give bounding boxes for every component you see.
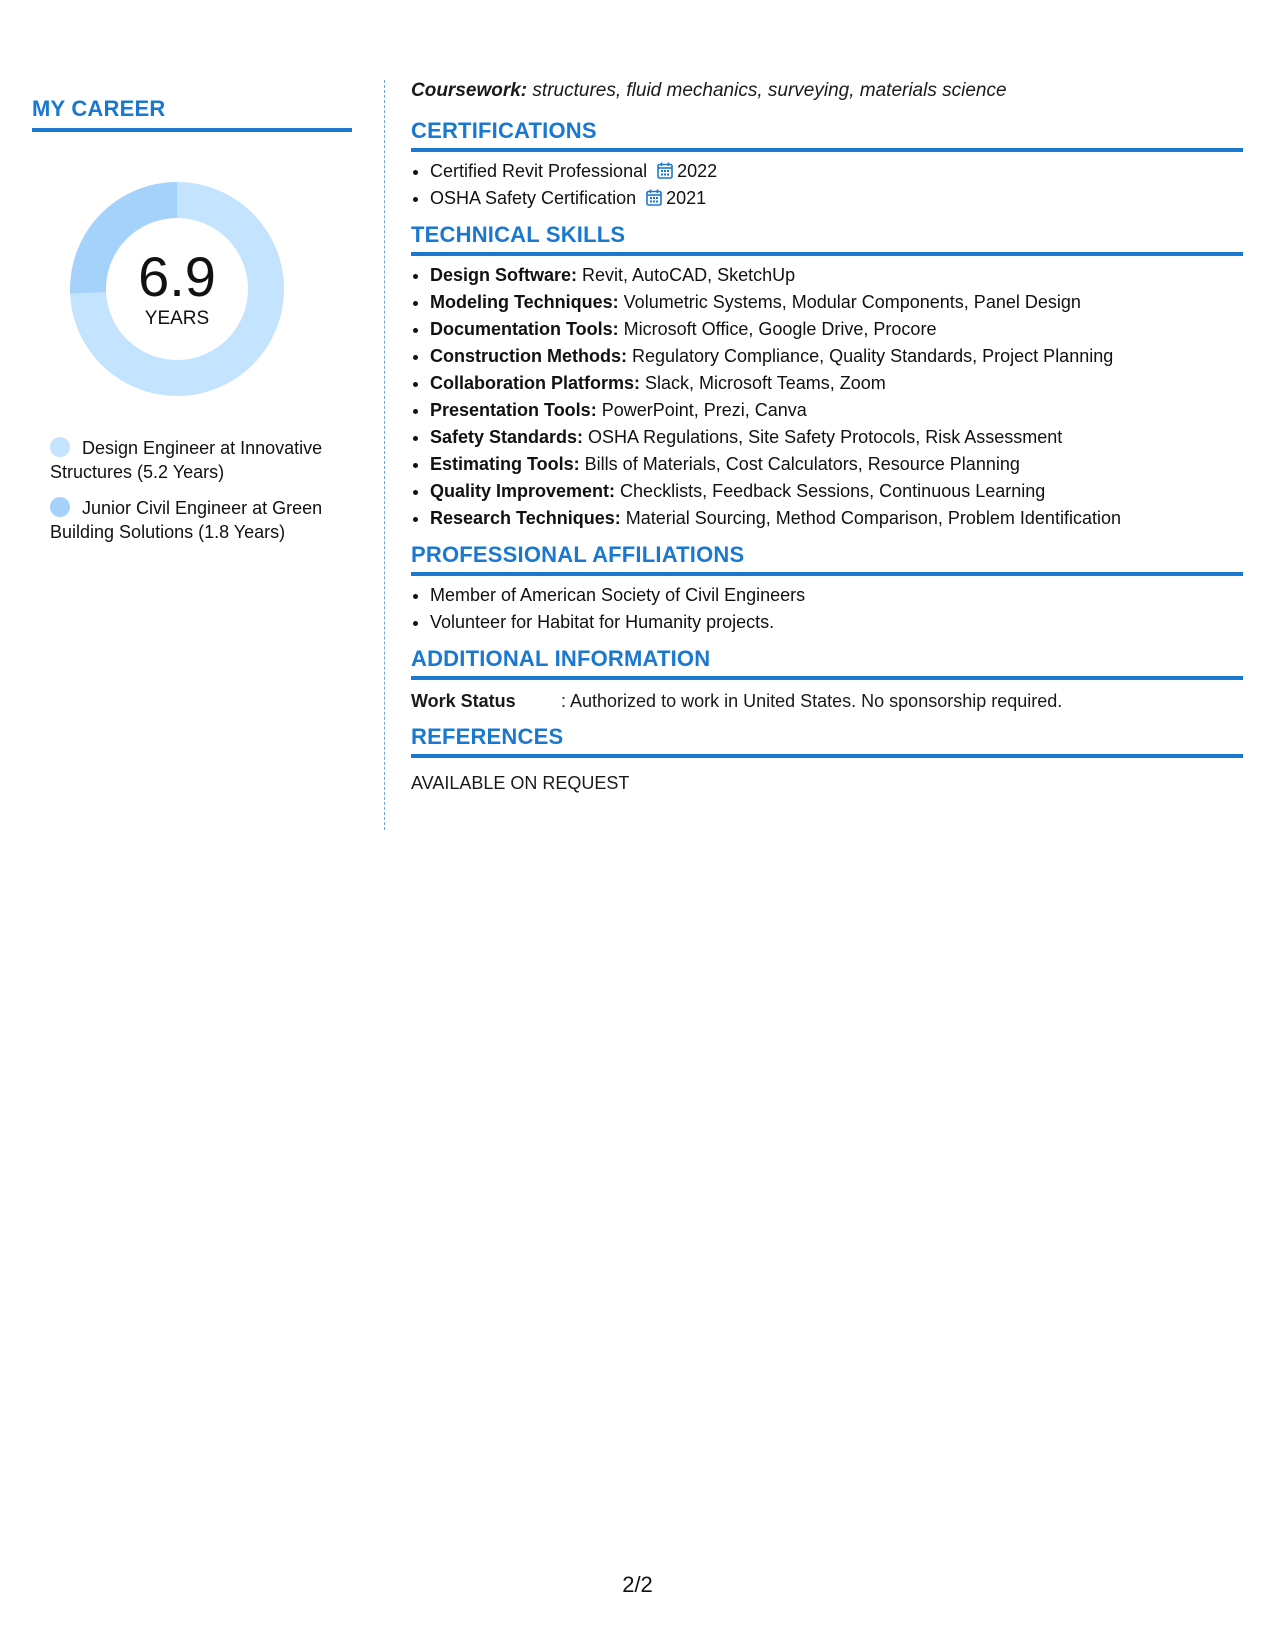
section-title-technical-skills: TECHNICAL SKILLS [411, 222, 1243, 256]
additional-info-section [411, 646, 1243, 714]
donut-center [62, 174, 292, 404]
certification-year: 2022 [677, 161, 718, 181]
skill-value: OSHA Regulations, Site Safety Protocols, Risk Assessment [583, 427, 1063, 447]
legend-label: Design Engineer at Innovative Structures (5.2 Years) [50, 438, 323, 482]
career-sidebar [32, 96, 352, 542]
skill-value: Regulatory Compliance, Quality Standards, Project Planning [626, 346, 1114, 366]
section-title-additional-info: ADDITIONAL INFORMATION [411, 646, 1243, 680]
work-status-value: : Authorized to work in United States. No sponsorship required. [561, 691, 1063, 711]
references-text: AVAILABLE ON REQUEST [411, 773, 630, 793]
legend-item [50, 436, 350, 484]
calendar-icon [657, 162, 673, 179]
skill-item [430, 505, 1243, 532]
skills-list [411, 262, 1243, 532]
coursework-text: structures, fluid mechanics, surveying, materials science [527, 80, 1007, 101]
certifications-list [411, 158, 1243, 212]
affiliation-item: • Member of American Society of Civil Engineers [430, 582, 1243, 609]
total-years-value: 6.9 [138, 245, 216, 308]
resume-main [411, 78, 1243, 806]
skill-label: Design Software: [430, 265, 578, 285]
column-divider [384, 80, 385, 830]
coursework [411, 78, 1243, 104]
affiliation-item: • Volunteer for Habitat for Humanity projects. [430, 609, 1243, 636]
skill-label: Collaboration Platforms: [430, 373, 641, 393]
skill-value: Slack, Microsoft Teams, Zoom [640, 373, 886, 393]
career-legend [50, 436, 350, 556]
coursework-label: Coursework: [411, 80, 528, 101]
section-title-affiliations: PROFESSIONAL AFFILIATIONS [411, 542, 1243, 576]
affiliations-section [411, 542, 1243, 636]
work-status-row [411, 688, 1243, 714]
legend-dot-icon [50, 437, 70, 457]
certification-name: Certified Revit Professional [430, 161, 648, 181]
skill-item [430, 316, 1243, 343]
skill-value: Material Sourcing, Method Comparison, Problem Identification [620, 508, 1121, 528]
total-years-unit: YEARS [144, 308, 210, 329]
page-number: 2/2 [622, 1572, 653, 1597]
section-title-references: REFERENCES [411, 724, 1243, 758]
skill-label: Quality Improvement: [430, 481, 616, 501]
skill-value: Volumetric Systems, Modular Components, Panel Design [618, 292, 1081, 312]
skill-label: Construction Methods: [430, 346, 627, 366]
skill-item [430, 478, 1243, 505]
certification-item [430, 185, 1243, 212]
certification-name: OSHA Safety Certification [430, 188, 637, 208]
certifications-section [411, 118, 1243, 212]
skill-value: PowerPoint, Prezi, Canva [596, 400, 807, 420]
references-section [411, 724, 1243, 796]
certification-item [430, 158, 1243, 185]
skill-label: Documentation Tools: [430, 319, 619, 339]
skill-item [430, 397, 1243, 424]
skill-value: Bills of Materials, Cost Calculators, Resource Planning [579, 454, 1020, 474]
skill-label: Estimating Tools: [430, 454, 580, 474]
skill-value: Microsoft Office, Google Drive, Procore [618, 319, 937, 339]
legend-item [50, 496, 350, 544]
skill-item [430, 451, 1243, 478]
legend-dot-icon [50, 497, 70, 517]
skill-label: Presentation Tools: [430, 400, 597, 420]
affiliations-list [411, 582, 1243, 636]
skill-label: Safety Standards: [430, 427, 584, 447]
work-status-label: Work Status [411, 691, 516, 711]
skill-label: Modeling Techniques: [430, 292, 619, 312]
skill-item [430, 424, 1243, 451]
legend-label: Junior Civil Engineer at Green Building Solutions (1.8 Years) [50, 498, 323, 542]
certification-year: 2021 [666, 188, 707, 208]
section-title-certifications: CERTIFICATIONS [411, 118, 1243, 152]
skill-item [430, 289, 1243, 316]
career-donut-chart [62, 174, 292, 404]
career-title: MY CAREER [32, 96, 352, 132]
skill-item [430, 370, 1243, 397]
skill-label: Research Techniques: [430, 508, 621, 528]
skill-item [430, 262, 1243, 289]
skill-value: Revit, AutoCAD, SketchUp [577, 265, 796, 285]
skill-value: Checklists, Feedback Sessions, Continuous Learning [615, 481, 1046, 501]
technical-skills-section [411, 222, 1243, 532]
skill-item [430, 343, 1243, 370]
calendar-icon [646, 189, 662, 206]
